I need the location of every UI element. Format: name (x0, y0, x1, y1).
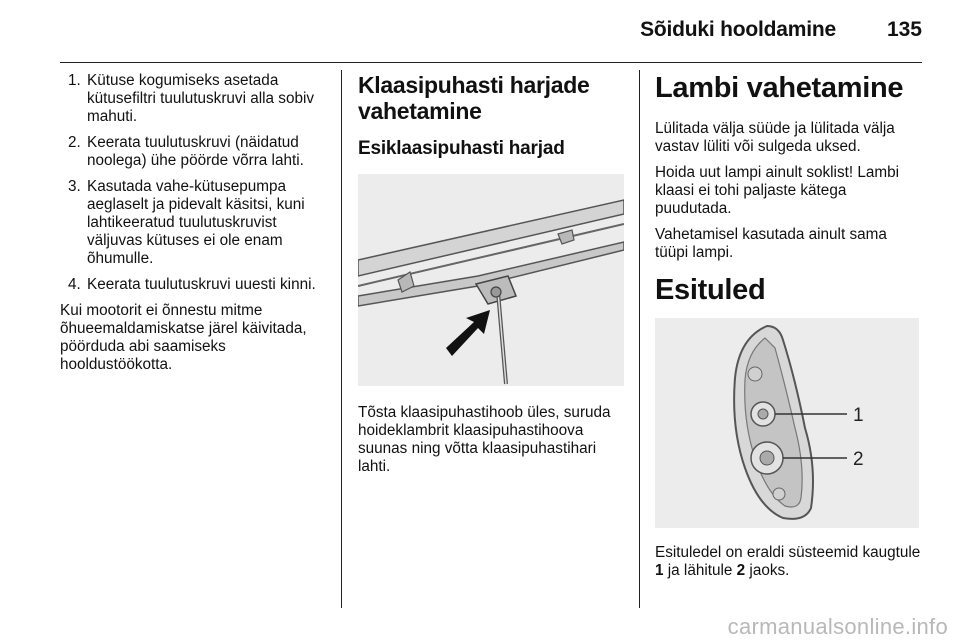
column-divider-left (341, 70, 342, 608)
column-fuel-bleeding (60, 72, 330, 382)
steps-list (60, 72, 330, 294)
column-wiper-blades (358, 72, 624, 484)
callout-2: 2 (853, 449, 864, 470)
column-bulb-replacement (655, 72, 921, 588)
list-item: 2. Keerata tuulutuskruvi (näidatud noolega) ühe pöörde võrra lahti. (68, 134, 304, 169)
list-item: 1. Kütuse kogumiseks asetada kütusefiltri tuulutuskruvi alla sobiv mahuti. (68, 72, 315, 125)
section-heading-bulbs: Lambi vahetamine (655, 72, 904, 104)
watermark: carmanualsonline.info (727, 614, 948, 639)
list-item: 3. Kasutada vahe-kütusepumpa aeglaselt ja pidevalt käsitsi, kuni lahtikeeratud tuulutuskruvist väljuvas kütuses ei ole enam õhumulle. (68, 178, 305, 267)
subheading-headlights: Esituled (655, 274, 766, 306)
bulb-paragraph: Vahetamisel kasutada ainult sama tüüpi lampi. (655, 226, 887, 261)
wiper-drawing (358, 174, 624, 386)
wiper-illustration (358, 174, 624, 386)
bulb-paragraph: Hoida uut lampi ainult soklist! Lambi klaasi ei tohi paljaste kätega puudutada. (655, 164, 900, 217)
section-heading-wiper: Klaasipuhasti harjade vahetamine (358, 72, 590, 124)
wiper-caption: Tõsta klaasipuhastihoob üles, suruda hoideklambrit klaasipuhastihoova suunas ning võtta klaasipuhastihari lahti. (358, 404, 611, 475)
headlight-caption: Esituledel on eraldi süsteemid kaugtule 1 ja lähitule 2 jaoks. (655, 544, 921, 579)
column-divider-right (639, 70, 640, 608)
chapter-title: Sõiduki hooldamine (640, 18, 836, 41)
page-number: 135 (886, 18, 922, 41)
bulb-paragraph: Lülitada välja süüde ja lülitada välja vastav lüliti või sulgeda uksed. (655, 120, 895, 155)
subheading-windscreen-wipers: Esiklaasipuhasti harjad (358, 138, 565, 159)
workshop-note: Kui mootorit ei õnnestu mitme õhueemaldamiskatse järel käivitada, pöörduda abi saamiseks hooldustöökotta. (60, 302, 307, 373)
headlight-illustration (655, 318, 919, 528)
headlight-drawing (655, 318, 919, 528)
page-header (60, 0, 922, 63)
callout-1: 1 (853, 405, 864, 426)
list-item: 4. Keerata tuulutuskruvi uuesti kinni. (68, 276, 316, 293)
